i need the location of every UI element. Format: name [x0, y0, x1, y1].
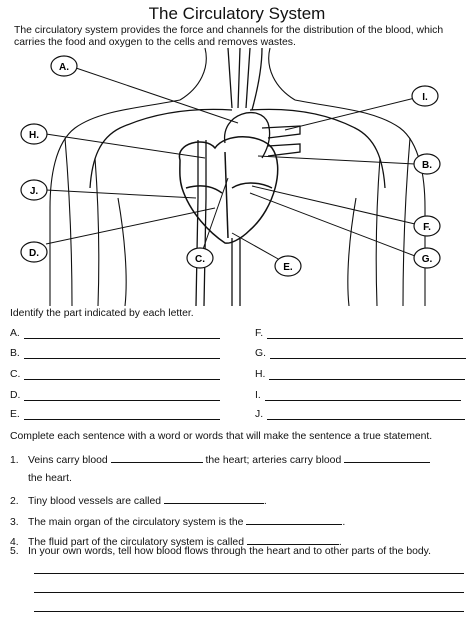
blank-3[interactable]	[246, 514, 342, 525]
label-i: I.	[422, 92, 428, 103]
leader-lines	[46, 68, 415, 260]
question-1-cont: the heart.	[28, 473, 72, 484]
body-outline	[50, 48, 425, 306]
blank-1b[interactable]	[344, 452, 430, 463]
worksheet-title: The Circulatory System	[148, 4, 326, 23]
label-b: B.	[422, 160, 432, 171]
answer-line[interactable]	[24, 347, 220, 359]
label-f: F.	[423, 222, 431, 233]
answer-row-i: I.	[255, 389, 461, 401]
answer-line[interactable]	[267, 327, 463, 339]
answer-line[interactable]	[265, 389, 461, 401]
heart	[179, 137, 277, 243]
question-5: 5. In your own words, tell how blood flows through the heart and to other parts of the body.	[10, 546, 431, 557]
blank-2[interactable]	[164, 493, 264, 504]
question-2: 2. Tiny blood vessels are called .	[10, 493, 267, 507]
answer-row-h: H.	[255, 368, 465, 380]
answer-line[interactable]	[24, 368, 220, 380]
answer-line[interactable]	[24, 327, 220, 339]
complete-instruction: Complete each sentence with a word or words that will make the sentence a true statement.	[10, 431, 433, 442]
answer-row-j: J.	[255, 408, 465, 420]
answer-line[interactable]	[267, 408, 465, 420]
label-a: A.	[59, 62, 69, 73]
answer-row-e: E.	[10, 408, 220, 420]
vessels	[90, 48, 385, 306]
label-d: D.	[29, 248, 39, 259]
answer-row-d: D.	[10, 389, 220, 401]
writing-line[interactable]	[34, 573, 464, 574]
circulatory-diagram	[0, 48, 474, 306]
label-c: C.	[195, 254, 205, 265]
answer-line[interactable]	[24, 389, 220, 401]
question-1: 1. Veins carry blood the heart; arteries carry blood	[10, 452, 430, 466]
writing-line[interactable]	[34, 611, 464, 612]
intro-text: The circulatory system provides the force and channels for the distribution of the blood, which carries the food and oxygen to the cells and removes wastes.	[14, 25, 444, 48]
question-3: 3. The main organ of the circulatory system is the .	[10, 514, 345, 528]
answer-row-c: C.	[10, 368, 220, 380]
answer-row-a: A.	[10, 327, 220, 339]
question-4: 4. The fluid part of the circulatory system is called .	[10, 534, 342, 548]
answer-line[interactable]	[24, 408, 220, 420]
label-h: H.	[29, 130, 39, 141]
blank-1a[interactable]	[111, 452, 203, 463]
label-j: J.	[29, 186, 39, 197]
answer-row-b: B.	[10, 347, 220, 359]
identify-instruction: Identify the part indicated by each letter.	[10, 308, 194, 319]
label-g: G.	[421, 254, 433, 265]
answer-line[interactable]	[270, 347, 466, 359]
answer-row-f: F.	[255, 327, 463, 339]
blank-4[interactable]	[247, 534, 339, 545]
writing-line[interactable]	[34, 592, 464, 593]
answer-line[interactable]	[269, 368, 465, 380]
answer-row-g: G.	[255, 347, 466, 359]
label-e: E.	[283, 262, 293, 273]
